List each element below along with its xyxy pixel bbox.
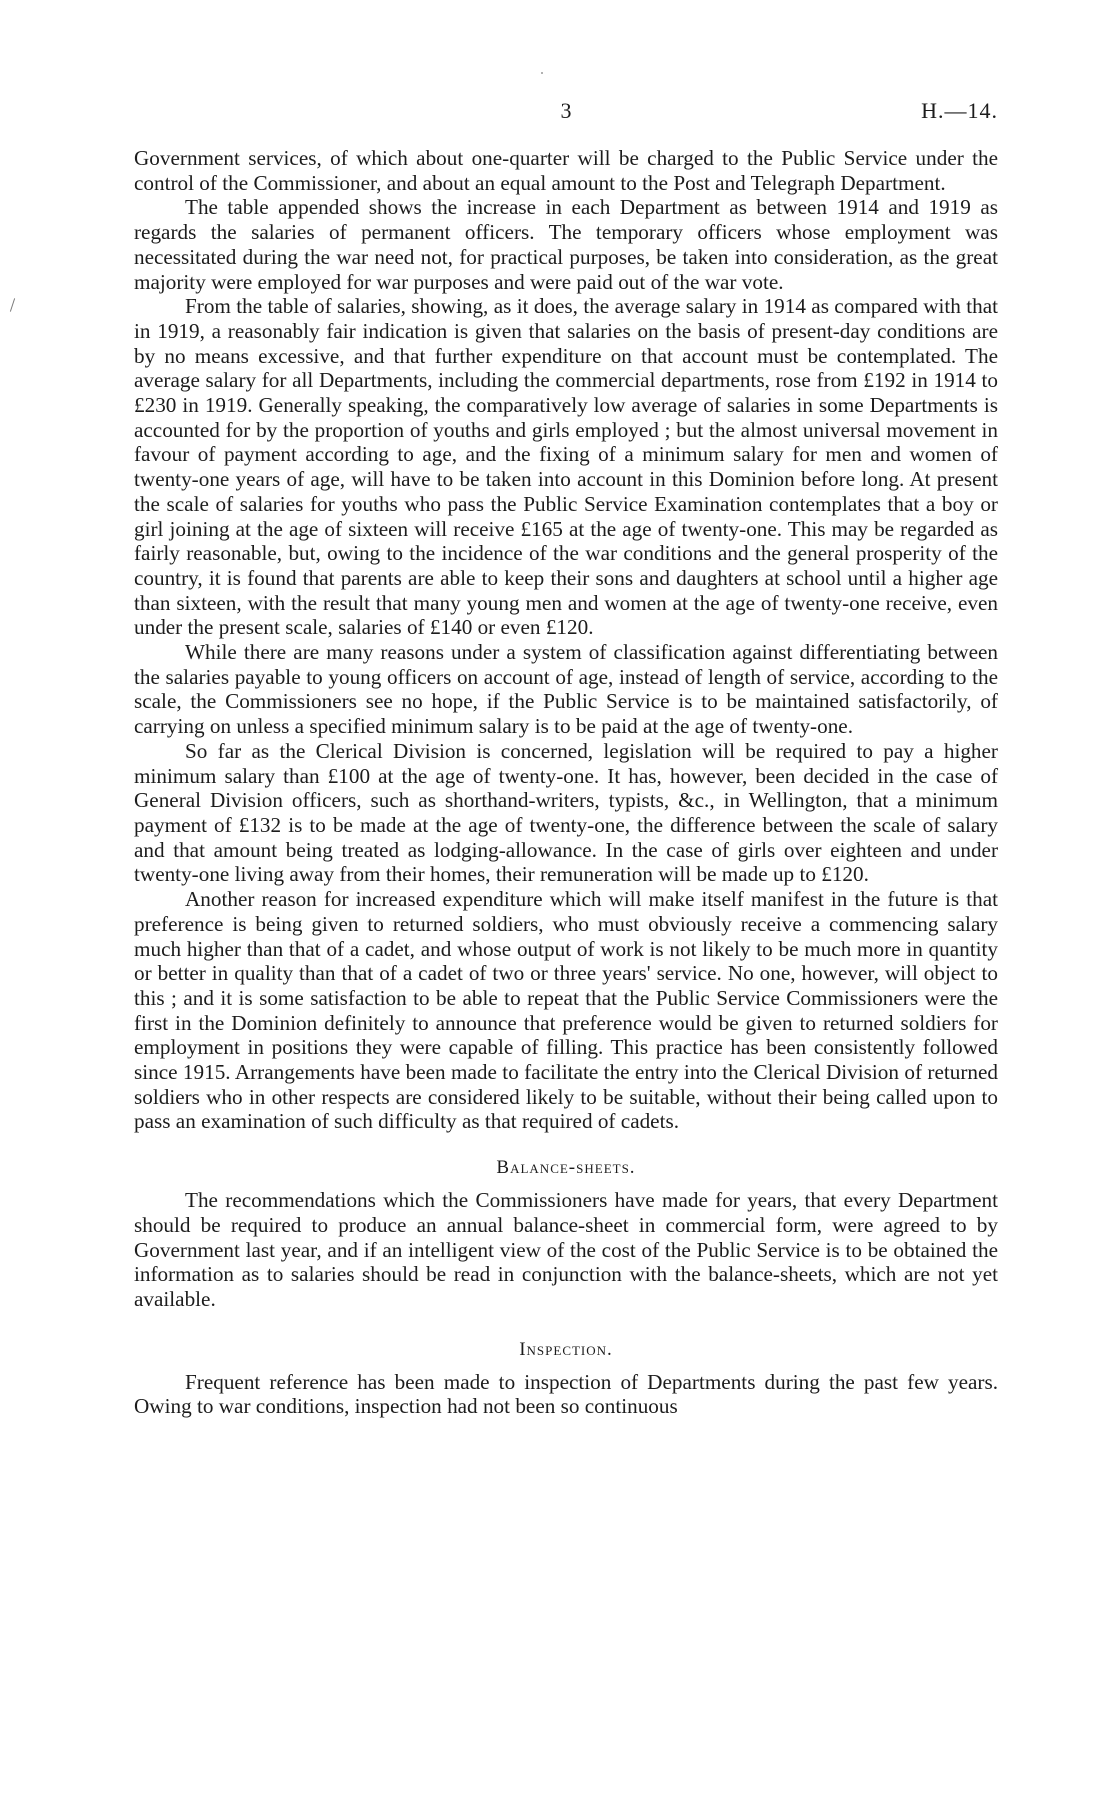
paragraph: Frequent reference has been made to inspection of Departments during the past few years. Owing to war conditions, inspection had not been so continuous <box>134 1369 998 1419</box>
paragraph: While there are many reasons under a system of classification against differentiating between the salaries payable to young officers on account of age, instead of length of service, according to the scale, the Commissioners see no hope, if the Public Service is to be maintained satisfactorily, of carrying on unless a specified minimum salary is to be paid at the age of twenty-one. <box>134 640 998 739</box>
paragraph: Another reason for increased expenditure which will make itself manifest in the future is that preference is being given to returned soldiers, who must obviously receive a commencing salary much higher than that of a cadet, and whose output of work is not likely to be much more in quantity or better in quality than that of a cadet of two or three years' service. No one, however, will object to this ; and it is some satisfaction to be able to repeat that the Public Service Commissioners were the first in the Dominion definitely to announce that preference would be given to returned soldiers for employment in positions they were capable of filling. This practice has been consistently followed since 1915. Arrangements have been made to facilitate the entry into the Clerical Division of returned soldiers who in other respects are considered likely to be suitable, without their being called upon to pass an examination of such difficulty as that required of cadets. <box>134 887 998 1134</box>
paragraph: The table appended shows the increase in each Department as between 1914 and 1919 as regards the salaries of permanent officers. The temporary officers whose employment was necessitated during the war need not, for practical purposes, be taken into consideration, as the great majority were employed for war purposes and were paid out of the war vote. <box>134 195 998 294</box>
document-reference: H.—14. <box>921 98 998 123</box>
section-heading-balance-sheets: Balance-sheets. <box>496 1157 636 1179</box>
page-header <box>134 98 998 128</box>
section-heading-inspection: Inspection. <box>519 1338 613 1360</box>
margin-pencil-mark <box>10 298 15 312</box>
paragraph: From the table of salaries, showing, as it does, the average salary in 1914 as compared with that in 1919, a reasonably fair indication is given that salaries on the basis of present-day conditions are by no means excessive, and that further expenditure on that account must be contemplated. The average salary for all Departments, including the commercial departments, rose from £192 in 1914 to £230 in 1919. Generally speaking, the comparatively low average of salaries in some Departments is accounted for by the proportion of youths and girls employed ; but the almost universal movement in favour of payment according to age, and the fixing of a minimum salary for men and women of twenty-one years of age, will have to be taken into account in this Dominion before long. At present the scale of salaries for youths who pass the Public Service Examination contemplates that a boy or girl joining at the age of sixteen will receive £165 at the age of twenty-one. This may be regarded as fairly reasonable, but, owing to the incidence of the war conditions and the general prosperity of the country, it is found that parents are able to keep their sons and daughters at school until a higher age than sixteen, with the result that many young men and women at the age of twenty-one receive, even under the present scale, salaries of £140 or even £120. <box>134 294 998 640</box>
scan-speck <box>541 72 543 74</box>
paragraph: So far as the Clerical Division is concerned, legislation will be required to pay a higher minimum salary than £100 at the age of twenty-one. It has, however, been decided in the case of General Division officers, such as shorthand-writers, typists, &c., in Wellington, that a minimum payment of £132 is to be made at the age of twenty-one, the difference between the scale of salary and that amount being treated as lodging-allowance. In the case of girls over eighteen and under twenty-one living away from their homes, their remuneration will be made up to £120. <box>134 738 998 887</box>
paragraph: The recommendations which the Commissioners have made for years, that every Department should be required to produce an annual balance-sheet in commercial form, were agreed to by Government last year, and if an intelligent view of the cost of the Public Service is to be obtained the information as to salaries should be read in conjunction with the balance-sheets, which are not yet available. <box>134 1188 998 1311</box>
page-body <box>134 146 998 1419</box>
page-number: 3 <box>560 98 572 123</box>
paragraph-continued: Government services, of which about one-quarter will be charged to the Public Service under the control of the Commissioner, and about an equal amount to the Post and Telegraph Department. <box>134 146 998 195</box>
